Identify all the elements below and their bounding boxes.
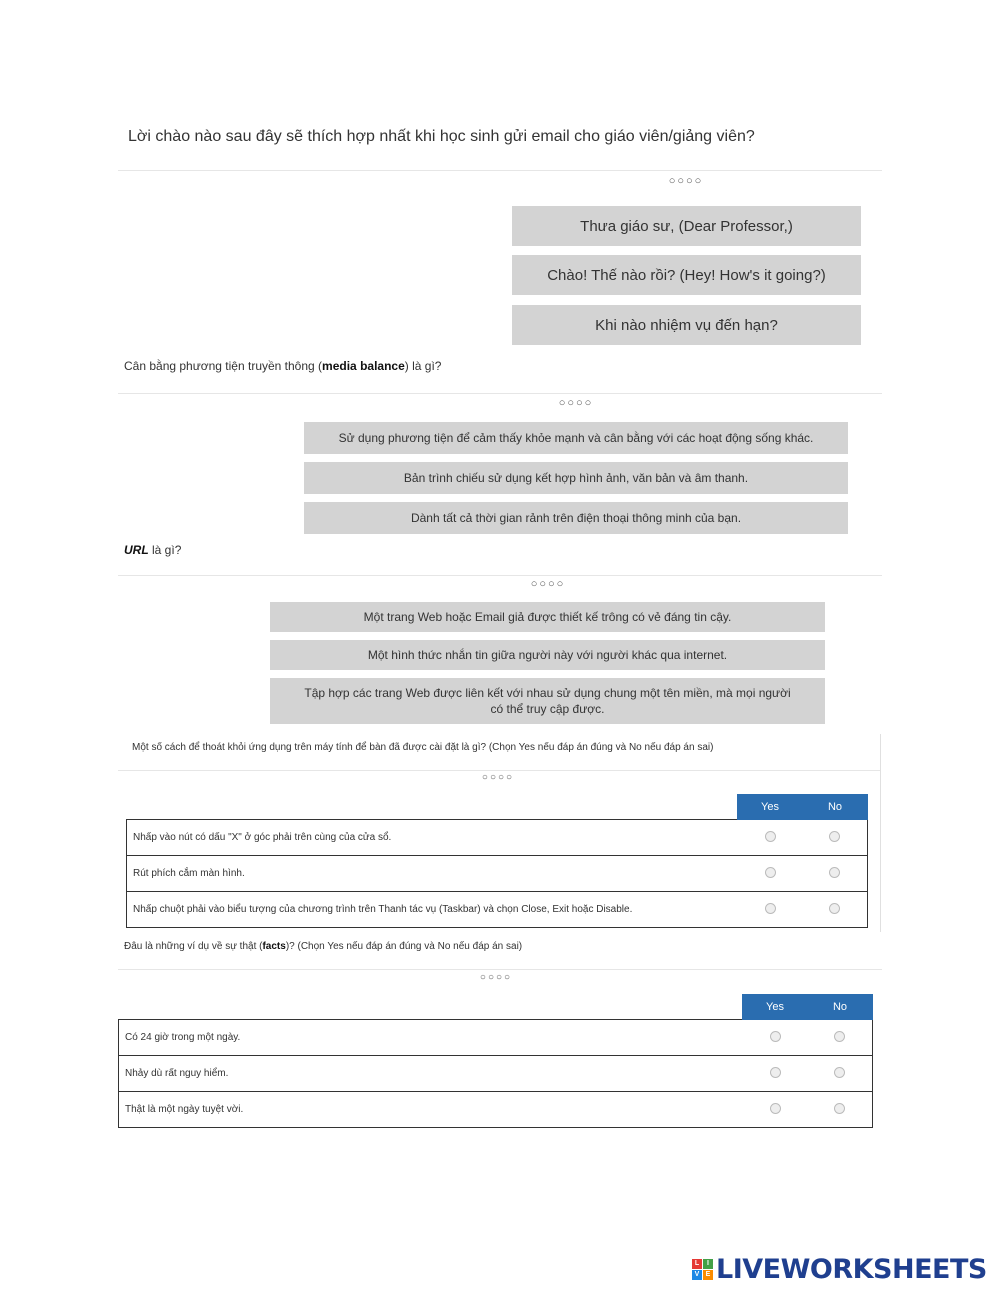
logo-letter: I [703,1259,713,1269]
q3-bold: URL [124,543,149,557]
q3-question [124,543,181,557]
q1-option-1[interactable]: Thưa giáo sư, (Dear Professor,) [512,206,861,246]
q4-dots: ○○○○ [481,772,515,783]
q1-option-2[interactable]: Chào! Thế nào rồi? (Hey! How's it going?) [512,255,861,295]
logo-letter: E [703,1270,713,1280]
q3-option-2[interactable]: Một hình thức nhắn tin giữa người này với người khác qua internet. [270,640,825,670]
row-label: Thật là một ngày tuyệt vời. [119,1092,743,1128]
q5-question [124,941,522,952]
q1-question: Lời chào nào sau đây sẽ thích hợp nhất khi học sinh gửi email cho giáo viên/giảng viên? [128,128,755,145]
table-row [119,1056,873,1092]
no-radio[interactable] [829,867,840,878]
yes-radio[interactable] [770,1031,781,1042]
q2-prefix: Cân bằng phương tiện truyền thông ( [124,359,323,373]
q5-bold: facts [262,941,286,952]
q5-dots: ○○○○ [479,972,513,983]
q2-dots: ○○○○ [558,397,594,409]
yes-radio[interactable] [770,1103,781,1114]
table-header-row [127,795,868,820]
table-row [119,1092,873,1128]
table-header-row [119,995,873,1020]
no-header: No [808,995,873,1020]
divider [118,969,882,970]
q3-suffix: là gì? [148,543,182,557]
no-radio[interactable] [829,831,840,842]
row-label: Rút phích cắm màn hình. [127,856,738,892]
divider [118,575,882,576]
no-radio[interactable] [834,1103,845,1114]
q2-option-3[interactable]: Dành tất cả thời gian rảnh trên điện thoại thông minh của bạn. [304,502,848,534]
q1-dots: ○○○○ [668,175,704,187]
divider [118,393,882,394]
liveworksheets-logo [692,1254,987,1285]
row-label: Nhảy dù rất nguy hiểm. [119,1056,743,1092]
logo-text: LIVEWORKSHEETS [716,1254,987,1285]
no-header: No [803,795,868,820]
logo-mark-icon [692,1259,713,1280]
yes-radio[interactable] [765,903,776,914]
q2-option-1[interactable]: Sử dụng phương tiện để cảm thấy khỏe mạnh và cân bằng với các hoạt động sống khác. [304,422,848,454]
q5-prefix: Đâu là những ví dụ về sự thật ( [124,941,263,952]
q4-right-border [880,734,881,932]
no-radio[interactable] [829,903,840,914]
row-label: Nhấp vào nút có dấu "X" ở góc phải trên cùng của cửa sổ. [127,820,738,856]
yes-header: Yes [738,795,803,820]
q5-suffix: )? (Chọn Yes nếu đáp án đúng và No nếu đáp án sai) [285,941,523,952]
table-row [127,892,868,928]
q3-dots: ○○○○ [530,578,566,590]
q2-suffix: ) là gì? [404,359,442,373]
divider [118,770,880,771]
divider [118,170,882,171]
q3-option-1[interactable]: Một trang Web hoặc Email giả được thiết kế trông có vẻ đáng tin cậy. [270,602,825,632]
q3-option-3[interactable]: Tập hợp các trang Web được liên kết với nhau sử dụng chung một tên miền, mà mọi người có thể truy cập được. [270,678,825,724]
no-radio[interactable] [834,1031,845,1042]
table-row [119,1020,873,1056]
row-label: Có 24 giờ trong một ngày. [119,1020,743,1056]
yes-radio[interactable] [765,867,776,878]
q5-table [118,994,873,1128]
yes-radio[interactable] [765,831,776,842]
no-radio[interactable] [834,1067,845,1078]
logo-letter: L [692,1259,702,1269]
q4-question: Một số cách để thoát khỏi ứng dụng trên máy tính để bàn đã được cài đặt là gì? (Chọn Yes nếu đáp án đúng và No nếu đáp án sai) [132,742,714,753]
q1-option-3[interactable]: Khi nào nhiệm vụ đến hạn? [512,305,861,345]
q2-bold: media balance [322,359,405,373]
q4-table [126,794,868,928]
q2-option-2[interactable]: Bản trình chiếu sử dụng kết hợp hình ảnh, văn bản và âm thanh. [304,462,848,494]
row-label: Nhấp chuột phải vào biểu tượng của chương trình trên Thanh tác vụ (Taskbar) và chọn Close, Exit hoặc Disable. [127,892,738,928]
yes-header: Yes [743,995,808,1020]
table-row [127,856,868,892]
logo-letter: V [692,1270,702,1280]
q2-question [124,359,441,373]
yes-radio[interactable] [770,1067,781,1078]
table-row [127,820,868,856]
